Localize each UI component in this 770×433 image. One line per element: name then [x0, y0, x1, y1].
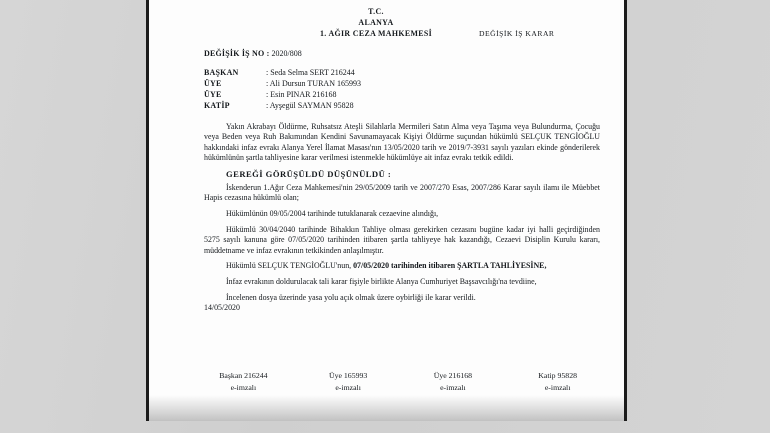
signature-member-1: [296, 370, 401, 394]
table-row: [204, 79, 361, 90]
panel-role-1: ÜYE: [204, 79, 222, 89]
signature-note-0: e-imzalı: [230, 382, 257, 392]
signature-title-2: Üye 216168: [433, 370, 473, 380]
court-heading-line-3: 1. AĞIR CEZA MAHKEMESİ: [319, 29, 433, 39]
paragraph-detention-date: Hükümlünün 09/05/2004 tarihinde tutuklanarak cezaevine alındığı,: [226, 209, 439, 219]
ruling-lead-text: Hükümlü SELÇUK TENGİOĞLU'nun,: [226, 261, 352, 271]
panel-name-2: : Esin PINAR 216168: [266, 90, 337, 100]
panel-name-3: : Ayşegül SAYMAN 95828: [266, 101, 354, 110]
paragraph-release-eligibility: Hükümlü 30/04/2040 tarihinde Bihakkın Tahliye olması gerekirken cezasını bugüne kadar iyi halli geçirdiğinden 5275 sayılı kanuna göre 07/05/2020 tarihinden itibaren şartla tahliyeye hak kazandığı, Cezaevi Disiplin Kurulu kararı, müddetname ve infaz evrakının tetkikinden anlaşılmıştır.: [204, 225, 600, 255]
signature-note-3: e-imzalı: [544, 382, 571, 392]
section-heading-gerekce: GEREĞİ GÖRÜŞÜLDÜ DÜŞÜNÜLDÜ :: [226, 169, 392, 180]
signature-title-1: Üye 165993: [328, 370, 368, 380]
intro-paragraph: Yakın Akrabayı Öldürme, Ruhsatsız Ateşli Silahlarla Mermileri Satın Alma veya Taşıma veya Bulundurma, Çocuğu veya Beden veya Ruh Bakımından Kendini Savunamayacak Kişiyi Öldürme suçundan hükümlü SELÇUK TENGİOĞLU hakkındaki infaz evrakı Alanya Yerel İlamat Masası'nın 13/05/2020 tarih ve 2019/7-3931 sayılı yazıları ekinde gönderilerek hükümlünün şartla tahliyesine karar verilmesi istenmekle hükümlüye ait infaz evrakı tetkik edildi.: [204, 121, 600, 162]
document-content: [149, 0, 624, 421]
paragraph-ruling: [204, 261, 608, 271]
panel-role-2: ÜYE: [204, 90, 222, 100]
signature-title-3: Katip 95828: [538, 370, 577, 380]
case-number-label: DEĞİŞİK İŞ NO :: [204, 48, 270, 58]
signature-note-2: e-imzalı: [440, 382, 466, 392]
signature-note-1: e-imzalı: [335, 382, 361, 392]
table-row: [204, 68, 361, 79]
signature-member-2: [401, 370, 506, 394]
signature-title-0: Başkan 216244: [219, 370, 268, 380]
paragraph-unanimous-decision: İncelenen dosya üzerinde yasa yolu açık olmak üzere oybirliği ile karar verildi.: [226, 292, 476, 302]
paragraph-prior-judgment: İskenderun 1.Ağır Ceza Mahkemesi'nin 29/05/2009 tarih ve 2007/270 Esas, 2007/286 Karar sayılı ilamı ile Müebbet Hapis cezasına hükümlü olan;: [204, 183, 600, 203]
panel-members-table: [204, 68, 361, 112]
document-page: [146, 0, 627, 421]
signature-clerk: [505, 370, 610, 394]
signature-block: [149, 370, 624, 394]
paragraph-transmittal: İnfaz evrakının doldurulacak tali karar fişiyle birlikte Alanya Cumhuriyet Başsavcılığı'na tevdiine,: [226, 277, 537, 287]
case-number-value: 2020/808: [271, 48, 302, 58]
court-heading-line-1: T.C.: [368, 7, 384, 16]
table-row: [204, 101, 361, 112]
panel-role-0: BAŞKAN: [204, 68, 239, 78]
ruling-bold-text: 07/05/2020 tarihinden itibaren ŞARTLA TAHLİYESİNE,: [353, 261, 547, 271]
document-body: [204, 122, 608, 313]
decision-date: 14/05/2020: [204, 303, 240, 313]
decision-type-label: DEĞİŞİK İŞ KARAR: [479, 29, 555, 38]
court-heading-line-2: ALANYA: [358, 18, 394, 28]
panel-name-0: : Seda Selma SERT 216244: [266, 68, 355, 78]
table-row: [204, 90, 361, 101]
panel-name-1: : Ali Dursun TURAN 165993: [266, 79, 361, 89]
case-number-row: [204, 49, 608, 59]
signature-presiding-judge: [191, 370, 296, 394]
panel-role-3: KATİP: [204, 101, 230, 110]
